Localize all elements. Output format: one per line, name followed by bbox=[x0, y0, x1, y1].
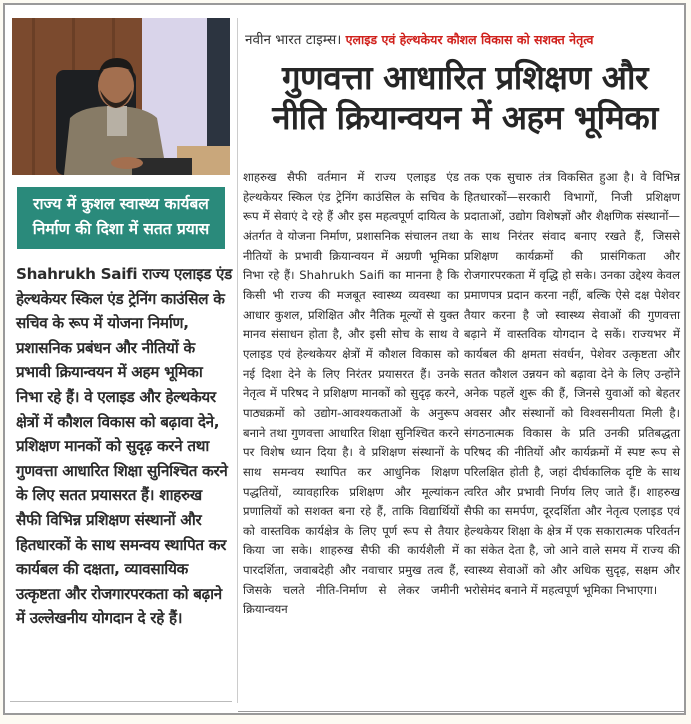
sidebar-title-line2: निर्माण की दिशा में सतत प्रयास bbox=[32, 220, 210, 238]
portrait-photo bbox=[12, 18, 230, 175]
column-divider bbox=[237, 18, 238, 703]
column-1-text: शाहरुख सैफी वर्तमान में राज्य एलाइड एंड हेल्थकेयर स्किल एंड ट्रेनिंग काउंसिल के सचिव के रूप में सेवाएं दे रहे हैं और इस महत्वपूर्ण दायित्व के अंतर्गत वे योजना निर्माण, प्रशासनिक संचालन तथा नीतियों के प्रभावी क्रियान्वयन में अग्रणी भूमिका निभा रहे हैं। Shahrukh Saifi का मानना है कि किसी भी राज्य की मजबूत स्वास्थ्य व्यवस्था का आधार कुशल, प्रशिक्षित और नैतिक मूल्यों से युक्त मानव संसाधन होता है, और इसी सोच के साथ वे एलाइड एवं हेल्थकेयर क्षेत्रों में कौशल विकास को नई दिशा देने के लिए निरंतर प्रयासरत हैं। उनके नेतृत्व में परिषद ने प्रशिक्षण मानकों को सुदृढ़ करने, पाठ्यक्रमों को उद्योग-आवश्यकताओं के अनुरूप बनाने तथा गुणवत्ता आधारित शिक्षा सुनिश्चित करने पर विशेष ध्यान दिया है। वे प्रशिक्षण संस्थानों के साथ समन्वय स्थापित कर आधुनिक शिक्षण पद्धतियों, व्यावहारिक प्रशिक्षण और मूल्यांकन प्रणालियों को सशक्त बना रहे हैं, ताकि विद्यार्थियों को वास्तविक कार्यक्षेत्र के लिए पूर्ण रूप से तैयार किया जा सके। शाहरुख सैफी की कार्यशैली में पारदर्शिता, जवाबदेही और नवाचार प्रमुख तत्व हैं, जिसके चलते नीति-निर्माण से लेकर जमीनी क्रियान्वयन bbox=[243, 170, 459, 617]
portrait-illustration bbox=[12, 18, 230, 175]
headline bbox=[245, 58, 685, 138]
headline-line1: गुणवत्ता आधारित प्रशिक्षण और bbox=[281, 58, 649, 97]
sidebar-title-line1: राज्य में कुशल स्वास्थ्य कार्यबल bbox=[33, 195, 209, 213]
subheading: एलाइड एवं हेल्थकेयर कौशल विकास को सशक्त नेतृत्व bbox=[345, 32, 594, 47]
sidebar-text: Shahrukh Saifi राज्य एलाइड एंड हेल्थकेयर स्किल एंड ट्रेनिंग काउंसिल के सचिव के रूप में योजना निर्माण, प्रशासनिक प्रबंधन और नीतियों के प्रभावी क्रियान्वयन में अहम भूमिका निभा रहे हैं। वे एलाइड और हेल्थकेयर क्षेत्रों में कौशल विकास को बढ़ावा देने, प्रशिक्षण मानकों को सुदृढ़ करने तथा गुणवत्ता आधारित शिक्षा सुनिश्चित करने के लिए सतत प्रयासरत हैं। शाहरुख सैफी विभिन्न प्रशिक्षण संस्थानों और हितधारकों के साथ समन्वय स्थापित कर कार्यबल की दक्षता, व्यावसायिक उत्कृष्टता और रोजगारपरकता को बढ़ाने में उल्लेखनीय योगदान दे रहे हैं। bbox=[16, 265, 232, 628]
sidebar-divider bbox=[10, 701, 232, 702]
bottom-rule bbox=[238, 711, 686, 712]
sidebar-text-block bbox=[16, 262, 232, 631]
column-2-text: तक एक सुचारु तंत्र विकसित हुआ है। वे विभिन्न हितधारकों—सरकारी विभागों, निजी प्रशिक्षण प्रदाताओं, उद्योग विशेषज्ञों और शैक्षणिक संस्थानों—के साथ निरंतर संवाद बनाए रखते हैं, जिससे प्रशिक्षण कार्यक्रमों की प्रासंगिकता और रोजगारपरकता में वृद्धि हो सके। उनका उद्देश्य केवल प्रमाणपत्र प्रदान करना नहीं, बल्कि ऐसे दक्ष पेशेवर तैयार करना है जो स्वास्थ्य सेवाओं की गुणवत्ता बढ़ाने में वास्तविक योगदान दे सकें। राज्यभर में कार्यबल की क्षमता संवर्धन, पेशेवर उत्कृष्टता और सतत कौशल उन्नयन को बढ़ावा देने के लिए उन्होंने अनेक पहलें शुरू की हैं, जिनसे युवाओं को बेहतर अवसर और संस्थानों को विश्वसनीयता मिली है। संगठनात्मक विकास के प्रति उनकी प्रतिबद्धता परिषद की नीतियों और कार्यक्रमों में स्पष्ट रूप से परिलक्षित होती है, जहां दीर्घकालिक दृष्टि के साथ त्वरित और प्रभावी निर्णय लिए जाते हैं। शाहरुख सैफी का समर्पण, दूरदर्शिता और नेतृत्व एलाइड एवं हेल्थकेयर शिक्षा के क्षेत्र में एक सकारात्मक परिवर्तन का संकेत देता है, जो आने वाले समय में राज्य की स्वास्थ्य सेवाओं को और अधिक सुदृढ़, सक्षम और भरोसेमंद बनाने में महत्वपूर्ण भूमिका निभाएगा। bbox=[464, 170, 680, 597]
headline-line2: नीति क्रियान्वयन में अहम भूमिका bbox=[272, 98, 658, 137]
article-column-1 bbox=[243, 168, 459, 620]
article-column-2 bbox=[464, 168, 680, 600]
source-name: नवीन भारत टाइम्स। bbox=[245, 32, 342, 48]
kicker-line bbox=[245, 30, 685, 48]
sidebar-title-box bbox=[17, 187, 225, 249]
